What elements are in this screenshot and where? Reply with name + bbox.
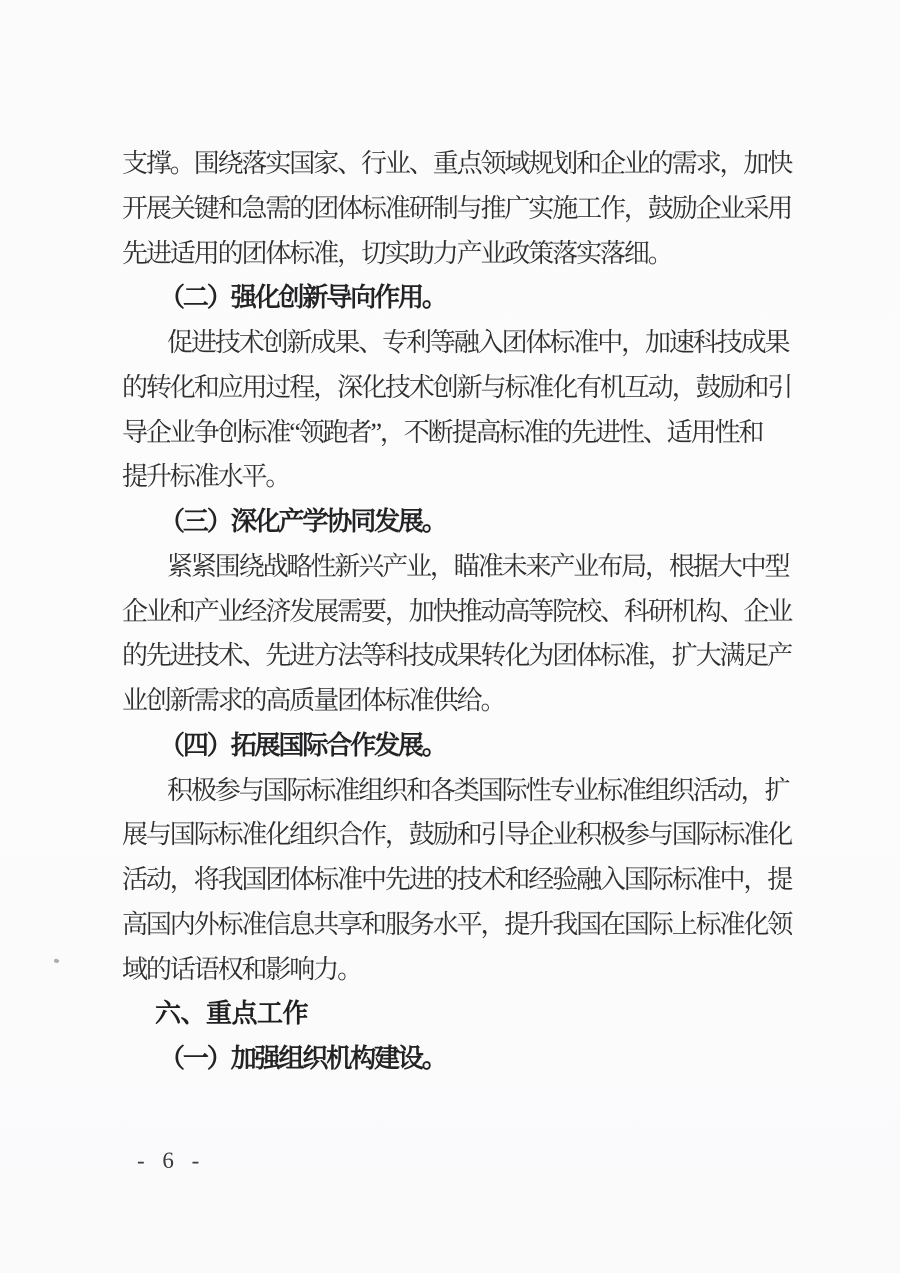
section-heading-4: （四）拓展国际合作发展。: [159, 731, 446, 760]
body-line: 导企业争创标准“领跑者”，不断提高标准的先进性、适用性和: [122, 418, 763, 447]
body-line: 高国内外标准信息共享和服务水平，提升我国在国际上标准化领: [122, 910, 792, 939]
body-line-paragraph-start: 积极参与国际标准组织和各类国际性专业标准组织活动，扩: [167, 776, 789, 805]
chapter-heading-6: 六、重点工作: [155, 999, 309, 1028]
body-line: 企业和产业经济发展需要，加快推动高等院校、科研机构、企业: [122, 597, 792, 626]
section-heading-2: （二）强化创新导向作用。: [159, 283, 446, 312]
body-line: 业创新需求的高质量团体标准供给。: [122, 686, 505, 715]
body-line: 域的话语权和影响力。: [122, 955, 362, 984]
body-line-paragraph-start: 紧紧围绕战略性新兴产业，瞄准未来产业布局，根据大中型: [167, 552, 789, 581]
body-line: 的转化和应用过程，深化技术创新与标准化有机互动，鼓励和引: [122, 373, 792, 402]
body-line: 活动，将我国团体标准中先进的技术和经验融入国际标准中，提: [122, 865, 792, 894]
body-line-paragraph-start: 促进技术创新成果、专利等融入团体标准中，加速科技成果: [167, 328, 789, 357]
body-line: 展与国际标准化组织合作，鼓励和引导企业积极参与国际标准化: [122, 820, 792, 849]
scan-artifact-speck: [53, 958, 59, 963]
body-line: 支撑。围绕落实国家、行业、重点领域规划和企业的需求，加快: [122, 149, 792, 178]
section-heading-1: （一）加强组织机构建设。: [159, 1044, 446, 1073]
body-line: 提升标准水平。: [122, 462, 290, 491]
page-number: - 6 -: [137, 1148, 206, 1173]
body-line: 开展关键和急需的团体标准研制与推广实施工作，鼓励企业采用: [122, 194, 792, 223]
section-heading-3: （三）深化产学协同发展。: [159, 507, 446, 536]
body-line: 先进适用的团体标准，切实助力产业政策落实落细。: [122, 239, 672, 268]
body-line: 的先进技术、先进方法等科技成果转化为团体标准，扩大满足产: [122, 641, 792, 670]
